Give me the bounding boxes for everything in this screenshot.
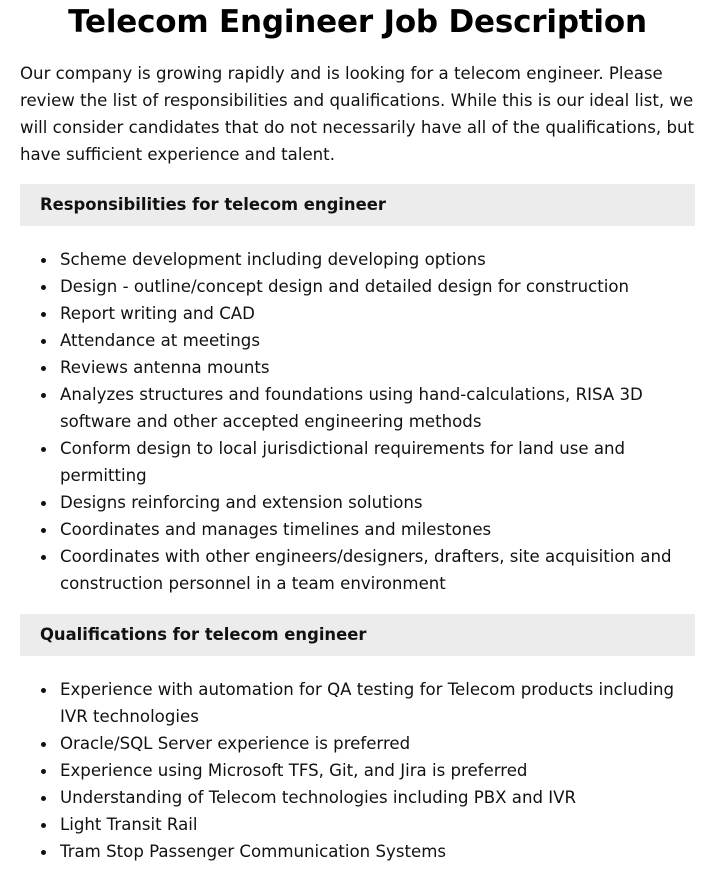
list-item: Attendance at meetings	[60, 327, 695, 354]
list-item: Experience with automation for QA testing for Telecom products including IVR technologies	[60, 676, 695, 730]
list-item: Coordinates with other engineers/designers, drafters, site acquisition and construction personnel in a team environment	[60, 543, 695, 597]
list-item: Scheme development including developing options	[60, 246, 695, 273]
intro-paragraph: Our company is growing rapidly and is looking for a telecom engineer. Please review the list of responsibilities and qualifications. While this is our ideal list, we will consider candidates that do not necessarily have all of the qualifications, but have sufficient experience and talent.	[20, 64, 695, 164]
qualifications-list	[20, 676, 695, 865]
list-item: Experience using Microsoft TFS, Git, and Jira is preferred	[60, 757, 695, 784]
list-item: Report writing and CAD	[60, 300, 695, 327]
list-item: Analyzes structures and foundations using hand-calculations, RISA 3D software and other accepted engineering methods	[60, 381, 695, 435]
list-item: Design - outline/concept design and detailed design for construction	[60, 273, 695, 300]
responsibilities-heading: Responsibilities for telecom engineer	[20, 184, 695, 226]
list-item: Tram Stop Passenger Communication Systems	[60, 838, 695, 865]
list-item: Designs reinforcing and extension solutions	[60, 489, 695, 516]
list-item: Reviews antenna mounts	[60, 354, 695, 381]
responsibilities-list	[20, 246, 695, 597]
list-item: Light Transit Rail	[60, 811, 695, 838]
list-item: Coordinates and manages timelines and milestones	[60, 516, 695, 543]
list-item: Conform design to local jurisdictional requirements for land use and permitting	[60, 435, 695, 489]
list-item: Understanding of Telecom technologies including PBX and IVR	[60, 784, 695, 811]
qualifications-heading: Qualifications for telecom engineer	[20, 614, 695, 656]
page-title: Telecom Engineer Job Description	[68, 4, 647, 40]
list-item: Oracle/SQL Server experience is preferred	[60, 730, 695, 757]
